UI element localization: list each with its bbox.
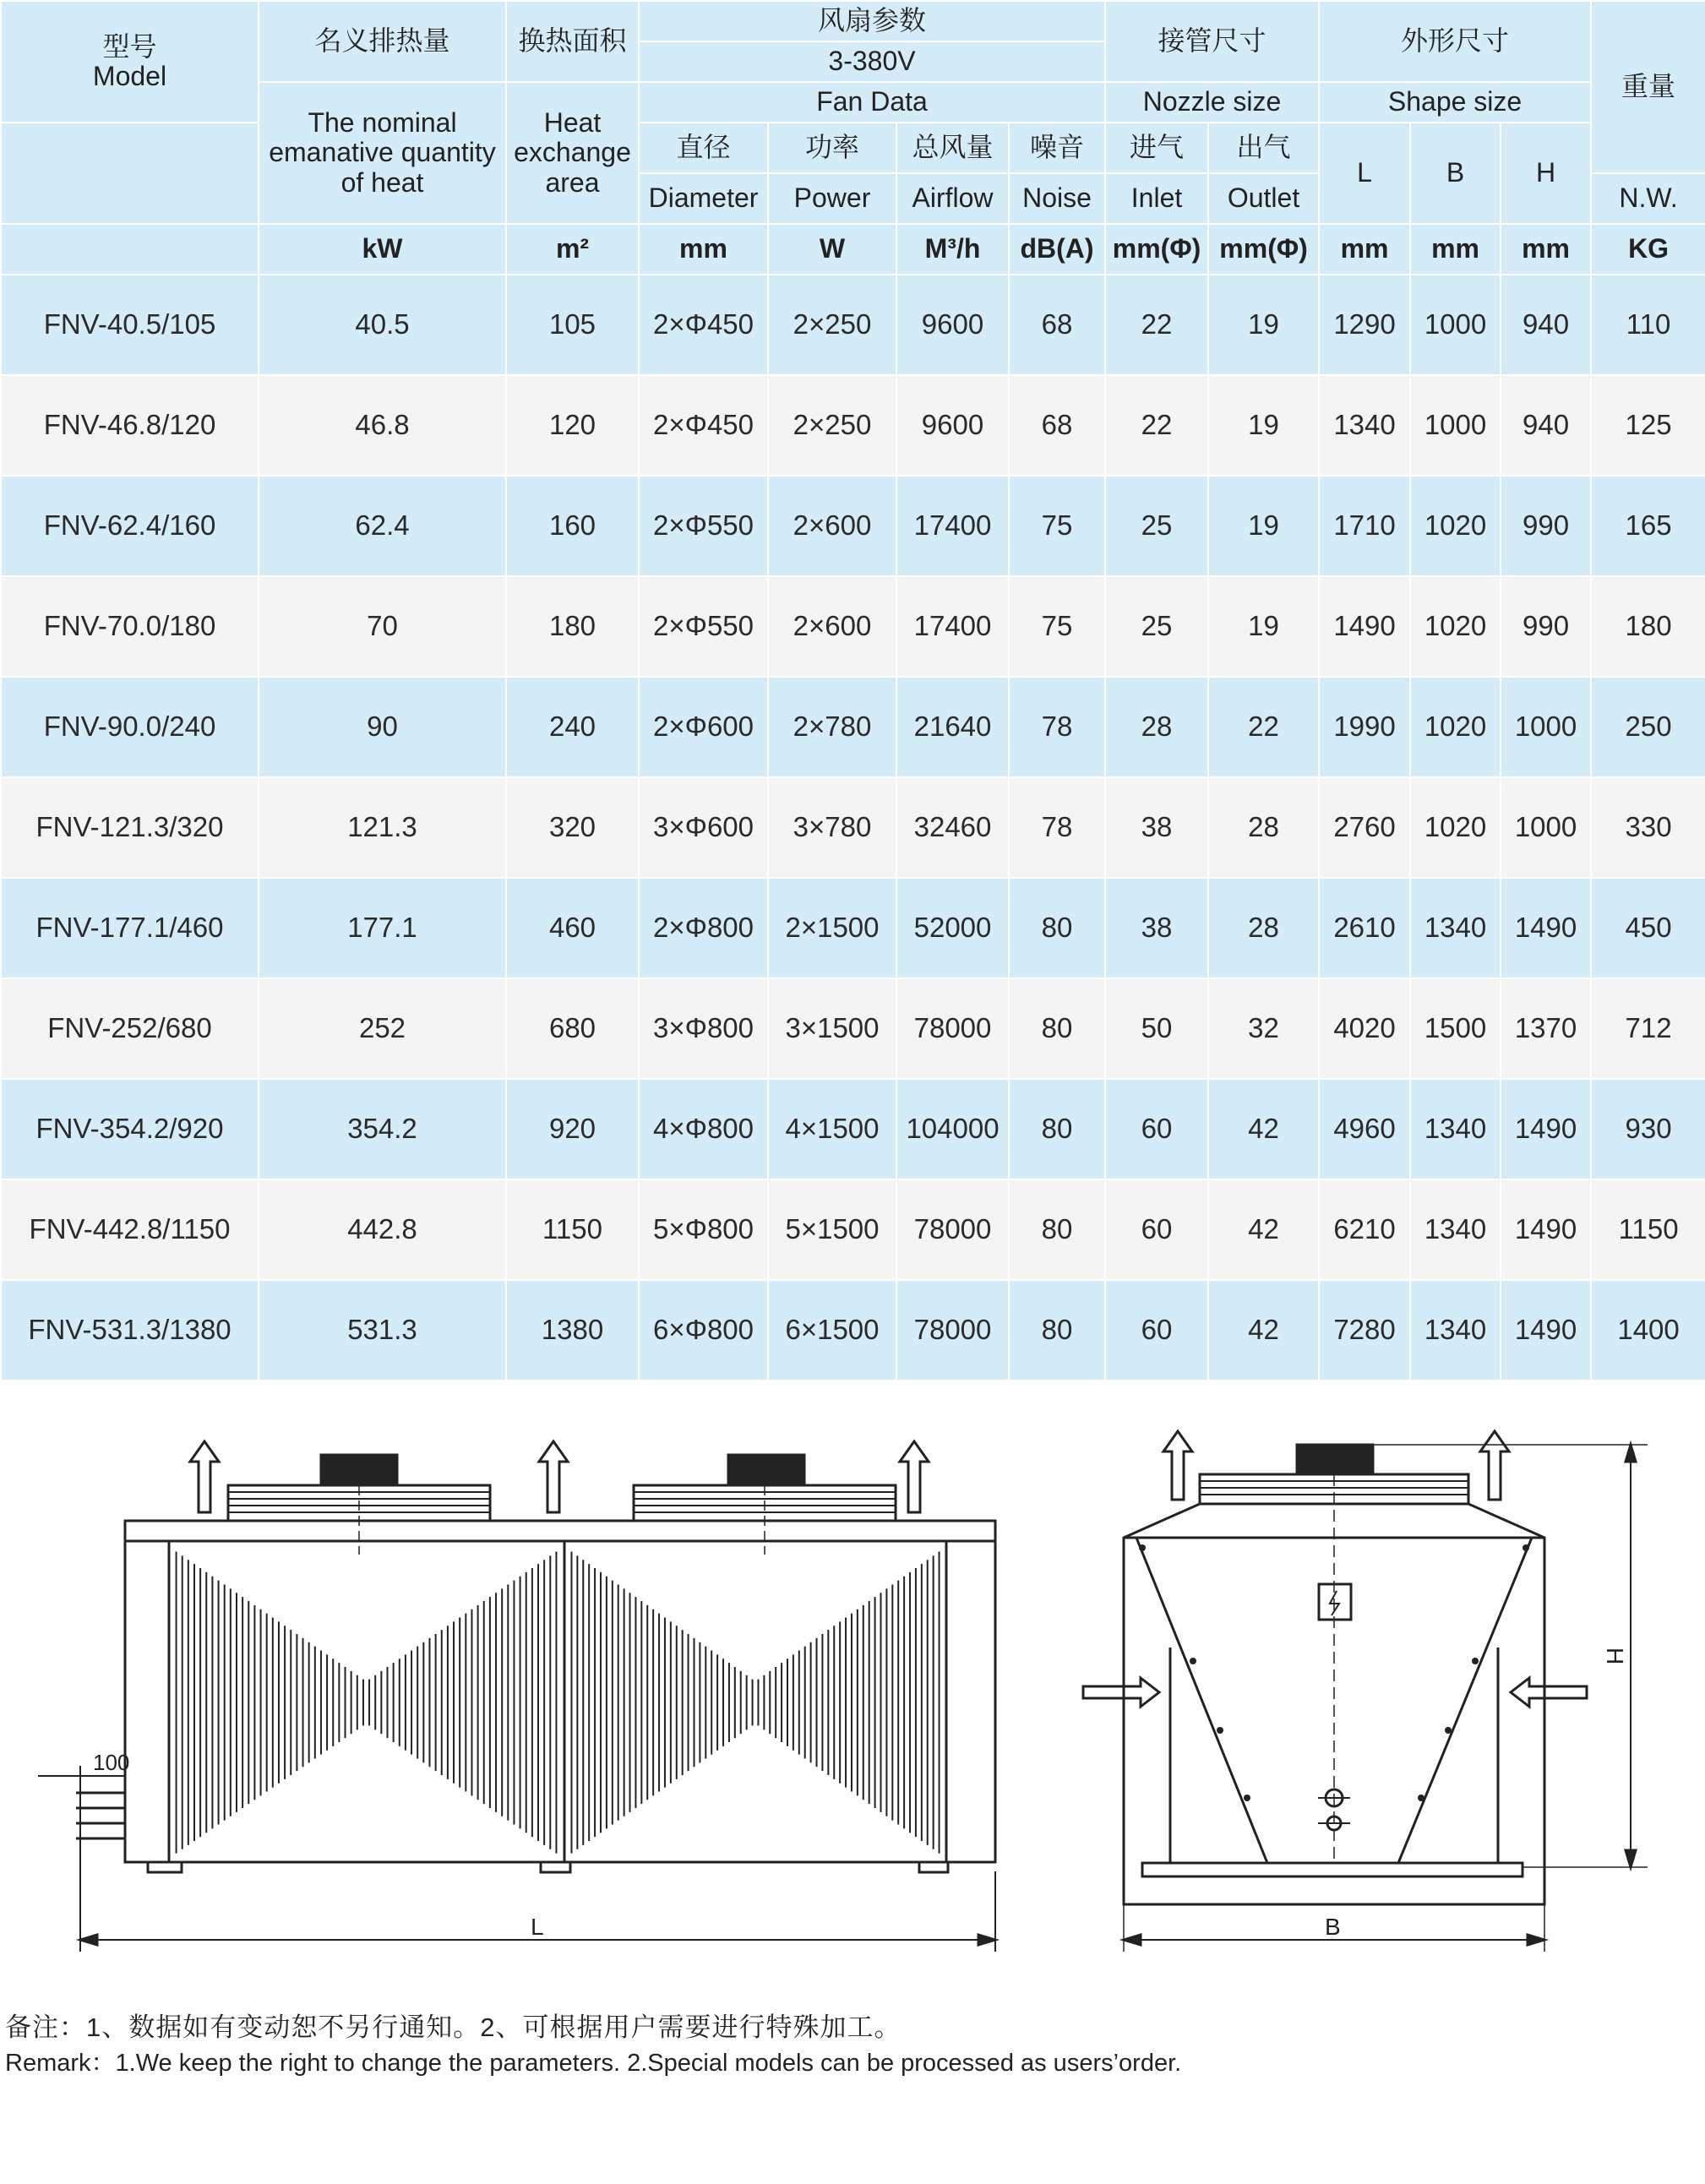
cell-inlet: 25 <box>1105 576 1208 677</box>
cell-weight: 1400 <box>1591 1280 1705 1381</box>
table-row <box>1 1280 1705 1381</box>
cell-airflow: 9600 <box>896 275 1009 375</box>
cell-airflow: 52000 <box>896 878 1009 978</box>
cell-inlet: 25 <box>1105 476 1208 576</box>
header-weight-cn: 重量 <box>1591 1 1705 173</box>
table-row <box>1 375 1705 476</box>
remark-en: Remark：1.We keep the right to change the parameters. 2.Special models can be processed as users’order. <box>5 2050 1182 2077</box>
cell-diameter: 2×Φ600 <box>639 677 768 777</box>
header-nozzle-en: Nozzle size <box>1105 82 1319 123</box>
cell-diameter: 2×Φ800 <box>639 878 768 978</box>
cell-H: 1490 <box>1501 1079 1591 1179</box>
table-row <box>1 1079 1705 1179</box>
cell-power: 3×1500 <box>768 978 896 1079</box>
header-weight-en: N.W. <box>1591 173 1705 224</box>
cell-heat: 46.8 <box>259 375 506 476</box>
table-row <box>1 878 1705 978</box>
table-row <box>1 677 1705 777</box>
cell-noise: 80 <box>1009 878 1105 978</box>
cell-B: 1020 <box>1410 677 1501 777</box>
cell-outlet: 42 <box>1208 1079 1319 1179</box>
cell-noise: 80 <box>1009 1179 1105 1280</box>
cell-diameter: 6×Φ800 <box>639 1280 768 1381</box>
header-H-unit: mm <box>1501 224 1591 275</box>
cell-noise: 80 <box>1009 1079 1105 1179</box>
cell-diameter: 2×Φ550 <box>639 476 768 576</box>
front-view <box>38 1441 995 1952</box>
cell-power: 2×250 <box>768 275 896 375</box>
cell-inlet: 28 <box>1105 677 1208 777</box>
cell-L: 7280 <box>1319 1280 1410 1381</box>
cell-H: 940 <box>1501 375 1591 476</box>
cell-power: 5×1500 <box>768 1179 896 1280</box>
cell-L: 1490 <box>1319 576 1410 677</box>
header-B: B <box>1410 123 1501 224</box>
cell-L: 6210 <box>1319 1179 1410 1280</box>
cell-outlet: 42 <box>1208 1179 1319 1280</box>
cell-noise: 78 <box>1009 777 1105 878</box>
cell-H: 1490 <box>1501 1280 1591 1381</box>
cell-H: 940 <box>1501 275 1591 375</box>
cell-airflow: 104000 <box>896 1079 1009 1179</box>
cell-area: 1380 <box>506 1280 639 1381</box>
cell-area: 160 <box>506 476 639 576</box>
table-body <box>1 275 1705 1381</box>
table-header <box>1 1 1705 275</box>
header-heat-unit: kW <box>259 224 506 275</box>
cell-heat: 354.2 <box>259 1079 506 1179</box>
cell-inlet: 60 <box>1105 1179 1208 1280</box>
cell-outlet: 19 <box>1208 576 1319 677</box>
dim-H-label: H <box>1602 1648 1628 1665</box>
cell-inlet: 50 <box>1105 978 1208 1079</box>
cell-noise: 68 <box>1009 375 1105 476</box>
cell-B: 1000 <box>1410 375 1501 476</box>
header-airflow-cn: 总风量 <box>896 123 1009 173</box>
header-area-cn: 换热面积 <box>506 1 639 82</box>
cell-model: FNV-531.3/1380 <box>1 1280 259 1381</box>
header-airflow-en: Airflow <box>896 173 1009 224</box>
table-row <box>1 576 1705 677</box>
cell-model: FNV-442.8/1150 <box>1 1179 259 1280</box>
side-view <box>1083 1431 1648 1952</box>
cell-model: FNV-62.4/160 <box>1 476 259 576</box>
cell-weight: 712 <box>1591 978 1705 1079</box>
cell-L: 1340 <box>1319 375 1410 476</box>
cell-airflow: 17400 <box>896 476 1009 576</box>
cell-heat: 70 <box>259 576 506 677</box>
cell-model: FNV-121.3/320 <box>1 777 259 878</box>
header-heat-en: The nominal emanative quantity of heat <box>259 82 506 224</box>
cell-area: 1150 <box>506 1179 639 1280</box>
header-fan-cn: 风扇参数 <box>639 1 1105 41</box>
cell-model: FNV-90.0/240 <box>1 677 259 777</box>
header-diameter-unit: mm <box>639 224 768 275</box>
header-noise-cn: 噪音 <box>1009 123 1105 173</box>
cell-power: 3×780 <box>768 777 896 878</box>
cell-weight: 110 <box>1591 275 1705 375</box>
table-row <box>1 476 1705 576</box>
cell-L: 4960 <box>1319 1079 1410 1179</box>
cell-H: 1490 <box>1501 878 1591 978</box>
cell-model: FNV-354.2/920 <box>1 1079 259 1179</box>
header-power-cn: 功率 <box>768 123 896 173</box>
cell-power: 2×600 <box>768 576 896 677</box>
header-area-unit: m² <box>506 224 639 275</box>
cell-L: 2760 <box>1319 777 1410 878</box>
cell-H: 990 <box>1501 476 1591 576</box>
cell-noise: 75 <box>1009 476 1105 576</box>
cell-B: 1000 <box>1410 275 1501 375</box>
cell-area: 920 <box>506 1079 639 1179</box>
header-L: L <box>1319 123 1410 224</box>
coil-fins-right <box>571 1551 939 1853</box>
header-model-spacer <box>1 123 259 224</box>
remarks <box>5 2009 1695 2080</box>
cell-power: 4×1500 <box>768 1079 896 1179</box>
header-shape-cn: 外形尺寸 <box>1319 1 1591 82</box>
cell-diameter: 2×Φ550 <box>639 576 768 677</box>
header-outlet-unit: mm(Φ) <box>1208 224 1319 275</box>
cell-area: 680 <box>506 978 639 1079</box>
header-model-en: Model <box>92 61 167 91</box>
cell-H: 990 <box>1501 576 1591 677</box>
cell-outlet: 22 <box>1208 677 1319 777</box>
cell-diameter: 3×Φ800 <box>639 978 768 1079</box>
cell-diameter: 2×Φ450 <box>639 375 768 476</box>
cell-airflow: 32460 <box>896 777 1009 878</box>
cell-outlet: 42 <box>1208 1280 1319 1381</box>
cell-L: 4020 <box>1319 978 1410 1079</box>
header-L-unit: mm <box>1319 224 1410 275</box>
cell-H: 1000 <box>1501 777 1591 878</box>
header-B-unit: mm <box>1410 224 1501 275</box>
header-weight-unit: KG <box>1591 224 1705 275</box>
cell-heat: 40.5 <box>259 275 506 375</box>
cell-weight: 930 <box>1591 1079 1705 1179</box>
cell-outlet: 28 <box>1208 777 1319 878</box>
cell-weight: 330 <box>1591 777 1705 878</box>
cell-model: FNV-70.0/180 <box>1 576 259 677</box>
cell-power: 2×1500 <box>768 878 896 978</box>
header-inlet-en: Inlet <box>1105 173 1208 224</box>
header-power-unit: W <box>768 224 896 275</box>
cell-B: 1340 <box>1410 878 1501 978</box>
cell-inlet: 38 <box>1105 777 1208 878</box>
header-outlet-cn: 出气 <box>1208 123 1319 173</box>
header-model-unit-spacer <box>1 224 259 275</box>
cell-airflow: 21640 <box>896 677 1009 777</box>
cell-outlet: 19 <box>1208 275 1319 375</box>
header-noise-unit: dB(A) <box>1009 224 1105 275</box>
cell-inlet: 22 <box>1105 275 1208 375</box>
header-inlet-unit: mm(Φ) <box>1105 224 1208 275</box>
header-model-cn: 型号 <box>102 30 157 62</box>
cell-weight: 180 <box>1591 576 1705 677</box>
cell-B: 1020 <box>1410 777 1501 878</box>
header-shape-en: Shape size <box>1319 82 1591 123</box>
cell-outlet: 19 <box>1208 375 1319 476</box>
cell-area: 180 <box>506 576 639 677</box>
cell-H: 1370 <box>1501 978 1591 1079</box>
cell-B: 1340 <box>1410 1280 1501 1381</box>
header-nozzle-cn: 接管尺寸 <box>1105 1 1319 82</box>
header-diameter-en: Diameter <box>639 173 768 224</box>
cell-diameter: 3×Φ600 <box>639 777 768 878</box>
cell-power: 2×250 <box>768 375 896 476</box>
cell-B: 1340 <box>1410 1079 1501 1179</box>
cell-outlet: 19 <box>1208 476 1319 576</box>
cell-airflow: 9600 <box>896 375 1009 476</box>
cell-noise: 80 <box>1009 1280 1105 1381</box>
cell-area: 320 <box>506 777 639 878</box>
cell-area: 460 <box>506 878 639 978</box>
dim-B-label: B <box>1325 1914 1341 1940</box>
cell-B: 1340 <box>1410 1179 1501 1280</box>
cell-airflow: 78000 <box>896 1179 1009 1280</box>
cell-heat: 442.8 <box>259 1179 506 1280</box>
remark-cn: 备注：1、数据如有变动恕不另行通知。2、可根据用户需要进行特殊加工。 <box>5 2012 902 2042</box>
table-row <box>1 275 1705 375</box>
table-row <box>1 777 1705 878</box>
header-power-en: Power <box>768 173 896 224</box>
header-H: H <box>1501 123 1591 224</box>
cell-diameter: 5×Φ800 <box>639 1179 768 1280</box>
header-heat-cn: 名义排热量 <box>259 1 506 82</box>
cell-B: 1020 <box>1410 576 1501 677</box>
cell-airflow: 17400 <box>896 576 1009 677</box>
cell-power: 2×780 <box>768 677 896 777</box>
cell-noise: 75 <box>1009 576 1105 677</box>
cell-airflow: 78000 <box>896 978 1009 1079</box>
cell-L: 2610 <box>1319 878 1410 978</box>
cell-H: 1490 <box>1501 1179 1591 1280</box>
cell-H: 1000 <box>1501 677 1591 777</box>
cell-B: 1500 <box>1410 978 1501 1079</box>
cell-area: 240 <box>506 677 639 777</box>
header-fan-voltage: 3-380V <box>639 41 1105 82</box>
cell-area: 105 <box>506 275 639 375</box>
cell-noise: 78 <box>1009 677 1105 777</box>
cell-weight: 250 <box>1591 677 1705 777</box>
dim-L-label: L <box>531 1914 544 1940</box>
cell-noise: 80 <box>1009 978 1105 1079</box>
cell-inlet: 60 <box>1105 1079 1208 1179</box>
cell-L: 1990 <box>1319 677 1410 777</box>
cell-L: 1710 <box>1319 476 1410 576</box>
cell-inlet: 60 <box>1105 1280 1208 1381</box>
cell-heat: 252 <box>259 978 506 1079</box>
coil-fins-left <box>177 1551 557 1853</box>
dim-100-label: 100 <box>93 1750 130 1775</box>
cell-model: FNV-40.5/105 <box>1 275 259 375</box>
cell-outlet: 32 <box>1208 978 1319 1079</box>
cell-airflow: 78000 <box>896 1280 1009 1381</box>
header-outlet-en: Outlet <box>1208 173 1319 224</box>
cell-heat: 531.3 <box>259 1280 506 1381</box>
cell-heat: 177.1 <box>259 878 506 978</box>
cell-diameter: 4×Φ800 <box>639 1079 768 1179</box>
header-airflow-unit: M³/h <box>896 224 1009 275</box>
cell-power: 2×600 <box>768 476 896 576</box>
cell-model: FNV-252/680 <box>1 978 259 1079</box>
cell-model: FNV-177.1/460 <box>1 878 259 978</box>
cell-area: 120 <box>506 375 639 476</box>
cell-diameter: 2×Φ450 <box>639 275 768 375</box>
header-inlet-cn: 进气 <box>1105 123 1208 173</box>
cell-outlet: 28 <box>1208 878 1319 978</box>
table-row <box>1 1179 1705 1280</box>
header-fan-en: Fan Data <box>639 82 1105 123</box>
cell-power: 6×1500 <box>768 1280 896 1381</box>
cell-L: 1290 <box>1319 275 1410 375</box>
cell-noise: 68 <box>1009 275 1105 375</box>
cell-heat: 121.3 <box>259 777 506 878</box>
header-noise-en: Noise <box>1009 173 1105 224</box>
cell-weight: 125 <box>1591 375 1705 476</box>
header-model <box>1 1 259 123</box>
cell-inlet: 38 <box>1105 878 1208 978</box>
cell-weight: 450 <box>1591 878 1705 978</box>
header-area-en: Heat exchange area <box>506 82 639 224</box>
cell-heat: 90 <box>259 677 506 777</box>
table-row <box>1 978 1705 1079</box>
technical-drawing <box>0 1394 1705 1969</box>
header-diameter-cn: 直径 <box>639 123 768 173</box>
cell-weight: 165 <box>1591 476 1705 576</box>
cell-model: FNV-46.8/120 <box>1 375 259 476</box>
cell-heat: 62.4 <box>259 476 506 576</box>
cell-weight: 1150 <box>1591 1179 1705 1280</box>
cell-inlet: 22 <box>1105 375 1208 476</box>
cell-B: 1020 <box>1410 476 1501 576</box>
